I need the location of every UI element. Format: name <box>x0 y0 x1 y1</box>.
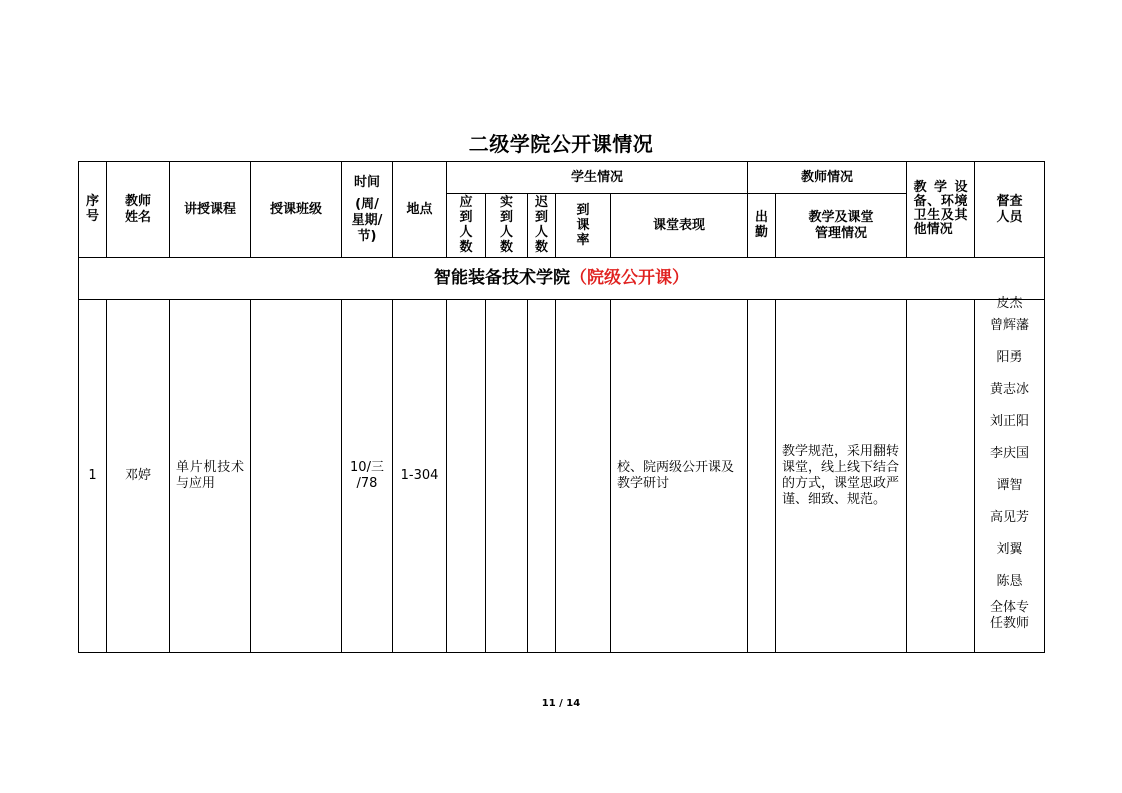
table-row <box>79 299 1045 652</box>
cell-expected <box>447 299 486 652</box>
supervisor-name: 李庆国 <box>990 445 1030 461</box>
cell-time: 10/三 /78 <box>342 299 393 652</box>
supervisor-name: 刘翼 <box>996 541 1023 557</box>
header-teacher-name: 教师姓名 <box>107 162 170 258</box>
header-teacher-group: 教师情况 <box>748 162 907 194</box>
cell-teacher: 邓婷 <box>107 299 170 652</box>
header-supervisors: 督查人员 <box>975 162 1045 258</box>
supervisor-name: 曾辉藩 <box>990 317 1030 333</box>
header-students-group: 学生情况 <box>447 162 748 194</box>
open-class-table <box>78 161 1045 653</box>
cell-rate <box>556 299 611 652</box>
header-equipment: 教学设备、环境卫生及其他情况 <box>907 162 975 258</box>
header-attendance-rate: 到课率 <box>556 194 611 258</box>
cell-actual <box>486 299 528 652</box>
page-title: 二级学院公开课情况 <box>468 132 654 156</box>
supervisor-name: 全体专任教师 <box>990 599 1030 631</box>
supervisor-list <box>975 296 1044 634</box>
supervisor-name: 高见芳 <box>990 509 1030 525</box>
cell-location: 1-304 <box>393 299 447 652</box>
header-class: 授课班级 <box>251 162 342 258</box>
cell-performance: 校、院两级公开课及教学研讨 <box>611 299 748 652</box>
header-teaching-mgmt: 教学及课堂 管理情况 <box>776 194 907 258</box>
cell-course: 单片机技术与应用 <box>170 299 251 652</box>
section-row <box>79 258 1045 299</box>
header-teacher-attendance: 出勤 <box>748 194 776 258</box>
supervisor-name: 陈恳 <box>996 573 1023 589</box>
cell-class <box>251 299 342 652</box>
cell-equipment <box>907 299 975 652</box>
cell-seq: 1 <box>79 299 107 652</box>
supervisor-name: 阳勇 <box>996 349 1023 365</box>
cell-late <box>528 299 556 652</box>
header-late: 迟到人数 <box>528 194 556 258</box>
header-time: 时间 (周/ 星期/ 节) <box>342 162 393 258</box>
supervisor-name: 黄志冰 <box>990 381 1030 397</box>
header-actual: 实到人数 <box>486 194 528 258</box>
supervisor-name: 谭智 <box>996 477 1023 493</box>
header-seq: 序号 <box>79 162 107 258</box>
header-course: 讲授课程 <box>170 162 251 258</box>
cell-supervisors <box>975 295 1045 652</box>
cell-management: 教学规范，采用翻转课堂，线上线下结合的方式，课堂思政严谨、细致、规范。 <box>776 299 907 652</box>
section-tag: （院级公开课） <box>570 268 690 289</box>
header-location: 地点 <box>393 162 447 258</box>
page-number: 11 / 14 <box>541 698 581 709</box>
supervisor-name: 皮杰 <box>996 295 1023 311</box>
header-class-performance: 课堂表现 <box>611 194 748 258</box>
header-expected: 应到人数 <box>447 194 486 258</box>
section-name: 智能装备技术学院 <box>434 268 571 289</box>
cell-attendance <box>748 299 776 652</box>
supervisor-name: 刘正阳 <box>990 413 1030 429</box>
